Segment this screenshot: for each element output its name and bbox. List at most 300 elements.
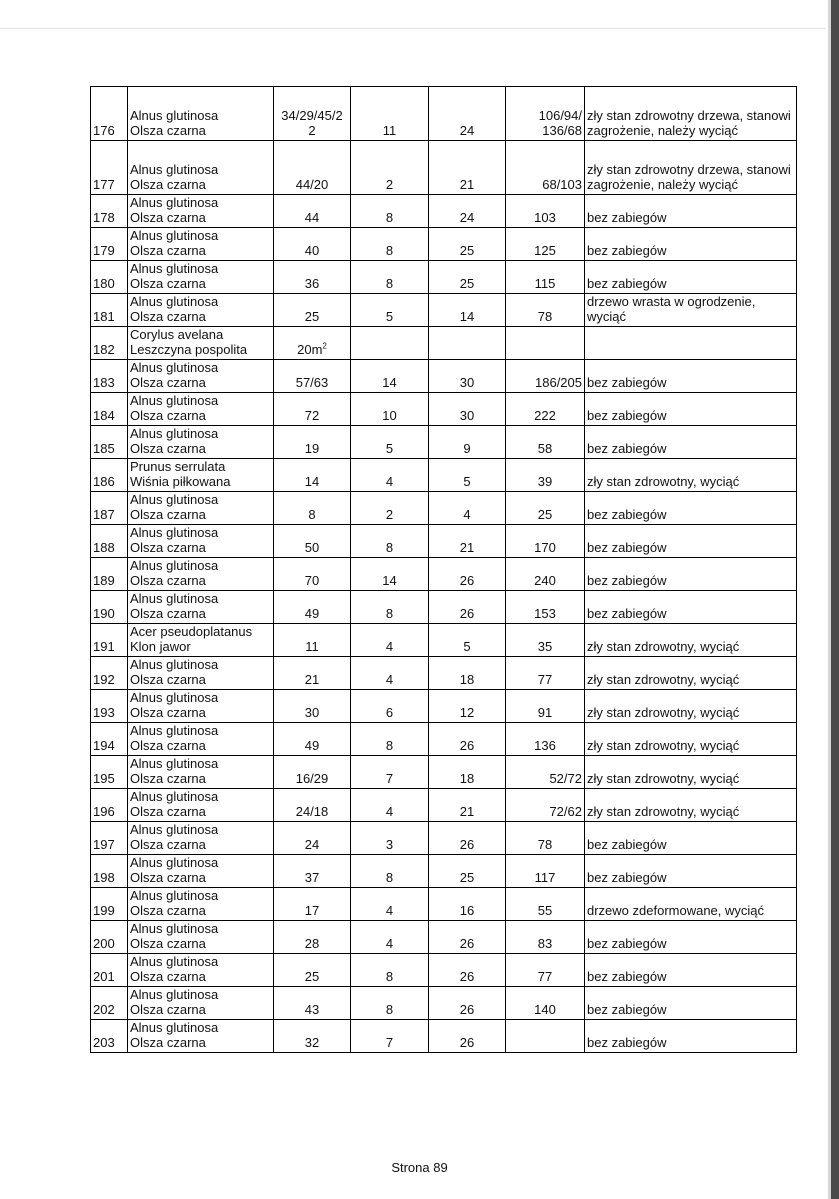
species-latin: Acer pseudoplatanus [130, 624, 253, 639]
measure-1 [274, 690, 351, 723]
tree-number: 187 [91, 492, 128, 525]
species-polish: Wiśnia piłkowana [130, 474, 231, 489]
measure-3: 21 [429, 525, 506, 558]
measure-1 [274, 360, 351, 393]
measure-3: 26 [429, 954, 506, 987]
species-cell [128, 294, 274, 327]
species-cell [128, 459, 274, 492]
table-row [91, 87, 797, 141]
tree-number: 201 [91, 954, 128, 987]
recommendation: drzewo zdeformowane, wyciąć [585, 888, 797, 921]
measure-4: 25 [506, 492, 585, 525]
recommendation: bez zabiegów [585, 591, 797, 624]
species-polish: Olsza czarna [130, 507, 206, 522]
measure-2: 14 [351, 558, 429, 591]
recommendation: bez zabiegów [585, 261, 797, 294]
tree-number: 192 [91, 657, 128, 690]
measure-1 [274, 624, 351, 657]
measure-2: 7 [351, 1020, 429, 1053]
species-cell [128, 393, 274, 426]
species-latin: Alnus glutinosa [130, 690, 219, 705]
species-latin: Alnus glutinosa [130, 162, 219, 177]
species-polish: Olsza czarna [130, 837, 206, 852]
measure-4: 83 [506, 921, 585, 954]
measure-2: 8 [351, 723, 429, 756]
measure-3: 24 [429, 195, 506, 228]
species-cell [128, 1020, 274, 1053]
measure-2: 5 [351, 294, 429, 327]
measure-1-value: 40 [304, 243, 320, 258]
recommendation: bez zabiegów [585, 525, 797, 558]
species-polish: Olsza czarna [130, 177, 206, 192]
measure-2: 6 [351, 690, 429, 723]
recommendation: zły stan zdrowotny, wyciąć [585, 690, 797, 723]
species-polish: Olsza czarna [130, 903, 206, 918]
measure-4: 222 [506, 393, 585, 426]
measure-1 [274, 492, 351, 525]
species-latin: Alnus glutinosa [130, 525, 219, 540]
species-latin: Alnus glutinosa [130, 921, 219, 936]
recommendation: bez zabiegów [585, 492, 797, 525]
species-cell [128, 360, 274, 393]
species-polish: Olsza czarna [130, 870, 206, 885]
table-row [91, 426, 797, 459]
species-polish: Olsza czarna [130, 936, 206, 951]
measure-2: 4 [351, 624, 429, 657]
measure-1-value: 20m [297, 342, 323, 357]
measure-3: 24 [429, 87, 506, 141]
recommendation: bez zabiegów [585, 558, 797, 591]
tree-number: 197 [91, 822, 128, 855]
species-cell [128, 426, 274, 459]
measure-1-value: 14 [304, 474, 320, 489]
species-cell [128, 921, 274, 954]
measure-2: 8 [351, 525, 429, 558]
tree-number: 200 [91, 921, 128, 954]
measure-1 [274, 294, 351, 327]
tree-number: 180 [91, 261, 128, 294]
tree-number: 193 [91, 690, 128, 723]
measure-3: 9 [429, 426, 506, 459]
measure-1-value: 50 [304, 540, 320, 555]
table-row [91, 294, 797, 327]
recommendation: drzewo wrasta w ogrodzenie, wyciąć [585, 294, 797, 327]
measure-1-value: 32 [304, 1035, 320, 1050]
measure-1 [274, 1020, 351, 1053]
measure-1 [274, 657, 351, 690]
species-cell [128, 195, 274, 228]
measure-4: 115 [506, 261, 585, 294]
measure-4: 186/205 [506, 360, 585, 393]
measure-1 [274, 855, 351, 888]
tree-number: 185 [91, 426, 128, 459]
species-latin: Alnus glutinosa [130, 426, 219, 441]
recommendation: bez zabiegów [585, 855, 797, 888]
tree-number: 190 [91, 591, 128, 624]
measure-1 [274, 954, 351, 987]
measure-1 [274, 87, 351, 141]
species-cell [128, 822, 274, 855]
recommendation: zły stan zdrowotny, wyciąć [585, 756, 797, 789]
species-cell [128, 624, 274, 657]
tree-number: 183 [91, 360, 128, 393]
recommendation: bez zabiegów [585, 228, 797, 261]
measure-4: 58 [506, 426, 585, 459]
recommendation: bez zabiegów [585, 360, 797, 393]
measure-1 [274, 261, 351, 294]
measure-3: 26 [429, 1020, 506, 1053]
measure-1 [274, 228, 351, 261]
measure-2: 8 [351, 261, 429, 294]
recommendation: zły stan zdrowotny, wyciąć [585, 459, 797, 492]
species-polish: Olsza czarna [130, 540, 206, 555]
measure-1-value: 24/18 [295, 804, 329, 819]
measure-4 [506, 327, 585, 360]
measure-1-value: 11 [305, 639, 319, 654]
recommendation: zły stan zdrowotny, wyciąć [585, 657, 797, 690]
tree-number: 186 [91, 459, 128, 492]
measure-1-unit-sup: 2 [322, 341, 327, 351]
measure-3: 25 [429, 261, 506, 294]
measure-1-value: 25 [304, 309, 320, 324]
measure-1-value: 28 [304, 936, 320, 951]
species-polish: Olsza czarna [130, 771, 206, 786]
species-polish: Olsza czarna [130, 123, 206, 138]
measure-1 [274, 888, 351, 921]
measure-3: 26 [429, 723, 506, 756]
measure-1-value: 36 [304, 276, 320, 291]
measure-2: 2 [351, 141, 429, 195]
measure-2: 8 [351, 591, 429, 624]
measure-4: 117 [506, 855, 585, 888]
table-row [91, 141, 797, 195]
measure-1-value: 17 [304, 903, 320, 918]
measure-1-value: 25 [304, 969, 320, 984]
species-cell [128, 261, 274, 294]
measure-1-value: 70 [304, 573, 320, 588]
measure-3: 30 [429, 360, 506, 393]
species-cell [128, 954, 274, 987]
measure-1 [274, 591, 351, 624]
table-body [91, 87, 797, 1053]
species-latin: Alnus glutinosa [130, 1020, 219, 1035]
tree-number: 188 [91, 525, 128, 558]
table-row [91, 459, 797, 492]
tree-number: 202 [91, 987, 128, 1020]
measure-4: 52/72 [506, 756, 585, 789]
measure-3: 25 [429, 855, 506, 888]
tree-number: 189 [91, 558, 128, 591]
measure-1 [274, 525, 351, 558]
measure-3: 26 [429, 591, 506, 624]
tree-number: 184 [91, 393, 128, 426]
species-cell [128, 87, 274, 141]
recommendation: zły stan zdrowotny drzewa, stanowi zagrożenie, należy wyciąć [585, 87, 797, 141]
recommendation: bez zabiegów [585, 822, 797, 855]
measure-1 [274, 756, 351, 789]
table-row [91, 327, 797, 360]
table-row [91, 261, 797, 294]
species-latin: Prunus serrulata [130, 459, 226, 474]
tree-number: 199 [91, 888, 128, 921]
measure-1 [274, 327, 351, 360]
measure-1-value: 37 [304, 870, 320, 885]
table-row [91, 624, 797, 657]
species-polish: Olsza czarna [130, 408, 206, 423]
tree-number: 176 [91, 87, 128, 141]
table-row [91, 393, 797, 426]
table-row [91, 195, 797, 228]
measure-1-value: 49 [304, 738, 320, 753]
species-latin: Alnus glutinosa [130, 591, 219, 606]
measure-2: 11 [351, 87, 429, 141]
measure-1 [274, 195, 351, 228]
table-row [91, 756, 797, 789]
tree-number: 181 [91, 294, 128, 327]
tree-number: 177 [91, 141, 128, 195]
tree-number: 196 [91, 789, 128, 822]
species-cell [128, 492, 274, 525]
table-row [91, 1020, 797, 1053]
measure-2: 4 [351, 888, 429, 921]
species-cell [128, 789, 274, 822]
species-polish: Olsza czarna [130, 606, 206, 621]
tree-number: 203 [91, 1020, 128, 1053]
measure-1 [274, 459, 351, 492]
species-polish: Olsza czarna [130, 210, 206, 225]
species-polish: Olsza czarna [130, 276, 206, 291]
measure-1 [274, 558, 351, 591]
species-latin: Alnus glutinosa [130, 294, 219, 309]
measure-3: 25 [429, 228, 506, 261]
table-row [91, 525, 797, 558]
table-row [91, 921, 797, 954]
species-latin: Alnus glutinosa [130, 954, 219, 969]
measure-1-value: 43 [304, 1002, 320, 1017]
measure-3: 21 [429, 141, 506, 195]
species-cell [128, 591, 274, 624]
species-latin: Corylus avelana [130, 327, 224, 342]
measure-4: 35 [506, 624, 585, 657]
tree-number: 195 [91, 756, 128, 789]
measure-4: 153 [506, 591, 585, 624]
table-row [91, 987, 797, 1020]
tree-number: 178 [91, 195, 128, 228]
table-row [91, 723, 797, 756]
measure-4: 140 [506, 987, 585, 1020]
species-cell [128, 756, 274, 789]
measure-3: 16 [429, 888, 506, 921]
species-cell [128, 228, 274, 261]
measure-4: 55 [506, 888, 585, 921]
measure-3: 26 [429, 987, 506, 1020]
species-latin: Alnus glutinosa [130, 360, 219, 375]
measure-4: 106/94/ 136/68 [506, 87, 585, 141]
species-cell [128, 141, 274, 195]
species-polish: Leszczyna pospolita [130, 342, 248, 357]
recommendation: zły stan zdrowotny, wyciąć [585, 723, 797, 756]
measure-1-value: 44/20 [295, 177, 329, 192]
species-latin: Alnus glutinosa [130, 393, 219, 408]
species-latin: Alnus glutinosa [130, 987, 219, 1002]
recommendation: zły stan zdrowotny, wyciąć [585, 789, 797, 822]
measure-2: 7 [351, 756, 429, 789]
species-cell [128, 690, 274, 723]
measure-3: 26 [429, 921, 506, 954]
measure-2: 8 [351, 228, 429, 261]
measure-4: 240 [506, 558, 585, 591]
measure-1-value: 34/29/45/2 2 [281, 108, 343, 138]
species-latin: Alnus glutinosa [130, 108, 219, 123]
species-polish: Olsza czarna [130, 804, 206, 819]
species-latin: Alnus glutinosa [130, 492, 219, 507]
species-cell [128, 723, 274, 756]
recommendation: bez zabiegów [585, 987, 797, 1020]
recommendation: bez zabiegów [585, 954, 797, 987]
measure-2 [351, 327, 429, 360]
measure-4: 68/103 [506, 141, 585, 195]
species-latin: Alnus glutinosa [130, 789, 219, 804]
scan-edge [831, 0, 839, 1199]
measure-1-value: 16/29 [295, 771, 329, 786]
species-latin: Alnus glutinosa [130, 723, 219, 738]
tree-number: 182 [91, 327, 128, 360]
table-row [91, 954, 797, 987]
measure-3: 5 [429, 624, 506, 657]
measure-1-value: 30 [304, 705, 320, 720]
species-cell [128, 888, 274, 921]
table-row [91, 591, 797, 624]
measure-1 [274, 393, 351, 426]
measure-1 [274, 822, 351, 855]
measure-3: 18 [429, 657, 506, 690]
measure-2: 8 [351, 855, 429, 888]
species-polish: Olsza czarna [130, 243, 206, 258]
measure-4: 39 [506, 459, 585, 492]
measure-1-value: 24 [304, 837, 320, 852]
measure-4: 103 [506, 195, 585, 228]
measure-1-value: 72 [304, 408, 320, 423]
page-number: Strona 89 [391, 1160, 448, 1175]
tree-number: 191 [91, 624, 128, 657]
species-latin: Alnus glutinosa [130, 228, 219, 243]
measure-2: 2 [351, 492, 429, 525]
table-row [91, 360, 797, 393]
recommendation: bez zabiegów [585, 1020, 797, 1053]
species-polish: Olsza czarna [130, 969, 206, 984]
measure-1 [274, 723, 351, 756]
species-polish: Klon jawor [130, 639, 191, 654]
tree-inventory-table [90, 86, 797, 1053]
measure-2: 4 [351, 459, 429, 492]
species-polish: Olsza czarna [130, 375, 206, 390]
measure-2: 10 [351, 393, 429, 426]
table-row [91, 657, 797, 690]
measure-2: 8 [351, 195, 429, 228]
measure-4: 170 [506, 525, 585, 558]
measure-1 [274, 789, 351, 822]
measure-3: 5 [429, 459, 506, 492]
recommendation: bez zabiegów [585, 426, 797, 459]
species-polish: Olsza czarna [130, 672, 206, 687]
measure-4: 136 [506, 723, 585, 756]
species-cell [128, 855, 274, 888]
table-row [91, 888, 797, 921]
measure-3: 30 [429, 393, 506, 426]
measure-3: 14 [429, 294, 506, 327]
measure-1-value: 44 [304, 210, 320, 225]
measure-1-value: 49 [304, 606, 320, 621]
measure-1-value: 19 [304, 441, 320, 456]
table-row [91, 492, 797, 525]
measure-3: 21 [429, 789, 506, 822]
measure-2: 4 [351, 789, 429, 822]
measure-1 [274, 987, 351, 1020]
species-polish: Olsza czarna [130, 441, 206, 456]
measure-4: 78 [506, 294, 585, 327]
measure-3: 26 [429, 558, 506, 591]
measure-3: 18 [429, 756, 506, 789]
species-cell [128, 987, 274, 1020]
measure-4: 77 [506, 657, 585, 690]
measure-1-value: 21 [304, 672, 320, 687]
species-polish: Olsza czarna [130, 573, 206, 588]
measure-4: 77 [506, 954, 585, 987]
species-latin: Alnus glutinosa [130, 855, 219, 870]
species-latin: Alnus glutinosa [130, 822, 219, 837]
measure-4: 91 [506, 690, 585, 723]
measure-3 [429, 327, 506, 360]
species-cell [128, 525, 274, 558]
species-latin: Alnus glutinosa [130, 756, 219, 771]
species-polish: Olsza czarna [130, 309, 206, 324]
recommendation: bez zabiegów [585, 195, 797, 228]
recommendation: bez zabiegów [585, 393, 797, 426]
recommendation: zły stan zdrowotny, wyciąć [585, 624, 797, 657]
species-polish: Olsza czarna [130, 738, 206, 753]
table-row [91, 690, 797, 723]
measure-2: 3 [351, 822, 429, 855]
species-polish: Olsza czarna [130, 1035, 206, 1050]
recommendation [585, 327, 797, 360]
measure-2: 5 [351, 426, 429, 459]
table-row [91, 789, 797, 822]
measure-3: 12 [429, 690, 506, 723]
species-polish: Olsza czarna [130, 1002, 206, 1017]
measure-3: 4 [429, 492, 506, 525]
table-row [91, 558, 797, 591]
measure-4: 72/62 [506, 789, 585, 822]
species-cell [128, 657, 274, 690]
scan-line [0, 28, 826, 29]
recommendation: bez zabiegów [585, 921, 797, 954]
measure-1 [274, 426, 351, 459]
measure-1-value: 8 [308, 507, 316, 522]
tree-number: 194 [91, 723, 128, 756]
measure-1 [274, 141, 351, 195]
measure-1 [274, 921, 351, 954]
table-row [91, 822, 797, 855]
recommendation: zły stan zdrowotny drzewa, stanowi zagrożenie, należy wyciąć [585, 141, 797, 195]
species-cell [128, 558, 274, 591]
tree-number: 179 [91, 228, 128, 261]
table-row [91, 228, 797, 261]
measure-4: 125 [506, 228, 585, 261]
measure-2: 8 [351, 987, 429, 1020]
species-latin: Alnus glutinosa [130, 558, 219, 573]
species-latin: Alnus glutinosa [130, 657, 219, 672]
species-cell [128, 327, 274, 360]
